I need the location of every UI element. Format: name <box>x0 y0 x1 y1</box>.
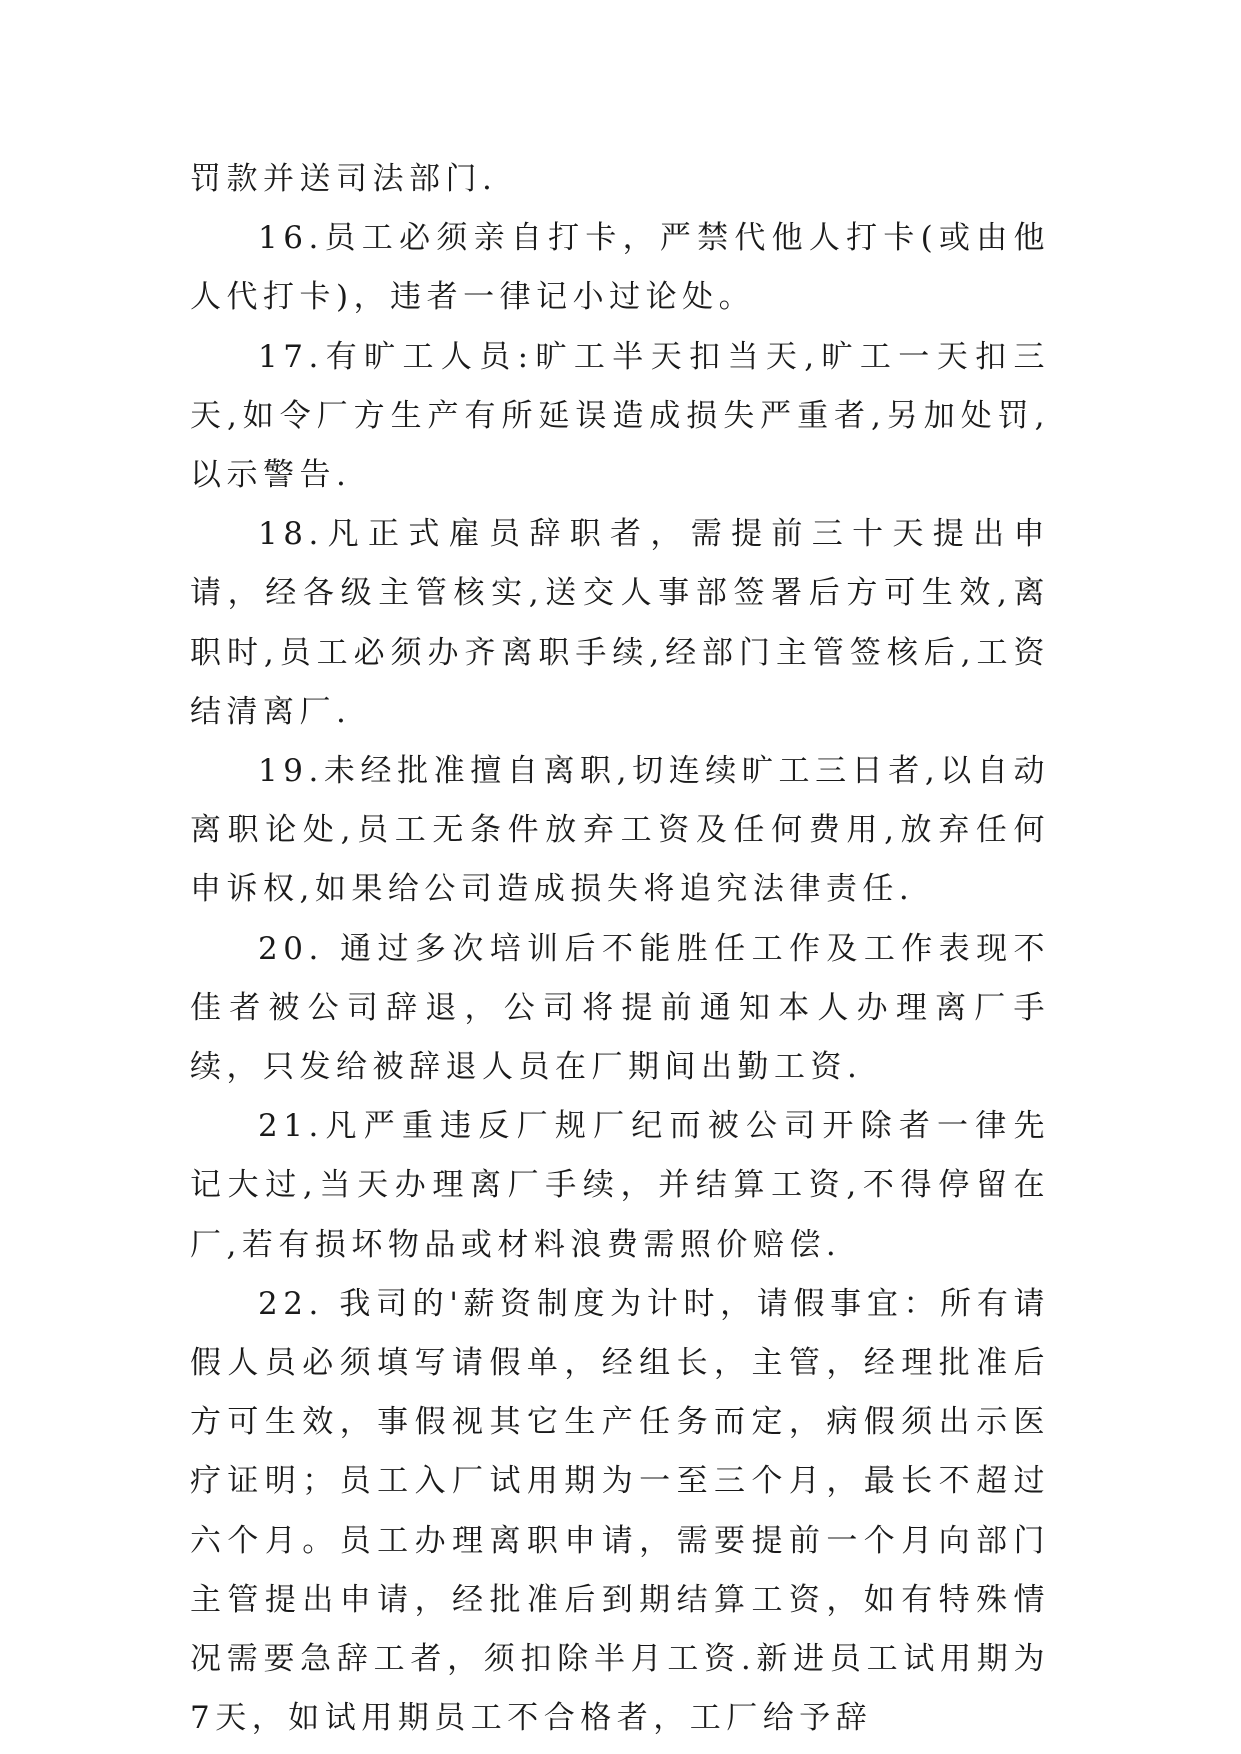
paragraph-rule-18: 18.凡正式雇员辞职者，需提前三十天提出申请，经各级主管核实,送交人事部签署后方可生效,离职时,员工必须办齐离职手续,经部门主管签核后,工资结清离厂. <box>190 516 1050 730</box>
document-body <box>190 150 1050 1748</box>
paragraph-rule-16: 16.员工必须亲自打卡，严禁代他人打卡(或由他人代打卡)，违者一律记小过论处。 <box>190 220 1050 316</box>
paragraph-rule-22: 22. 我司的'薪资制度为计时，请假事宜：所有请假人员必须填写请假单，经组长，主管，经理批准后方可生效，事假视其它生产任务而定，病假须出示医疗证明；员工入厂试用期为一至三个月，最长不超过六个月。员工办理离职申请，需要提前一个月向部门主管提出申请，经批准后到期结算工资，如有特殊情况需要急辞工者，须扣除半月工资.新进员工试用期为7天，如试用期员工不合格者，工厂给予辞 <box>190 1285 1050 1737</box>
paragraph-rule-19: 19.未经批准擅自离职,切连续旷工三日者,以自动离职论处,员工无条件放弃工资及任何费用,放弃任何申诉权,如果给公司造成损失将追究法律责任. <box>190 753 1050 908</box>
paragraph-rule-17: 17.有旷工人员:旷工半天扣当天,旷工一天扣三天,如令厂方生产有所延误造成损失严重者,另加处罚,以示警告. <box>190 338 1050 494</box>
paragraph-rule-20: 20. 通过多次培训后不能胜任工作及工作表现不佳者被公司辞退，公司将提前通知本人办理离厂手续，只发给被辞退人员在厂期间出勤工资. <box>190 930 1050 1086</box>
paragraph-rule-21: 21.凡严重违反厂规厂纪而被公司开除者一律先记大过,当天办理离厂手续，并结算工资,不得停留在厂,若有损坏物品或材料浪费需照价赔偿. <box>190 1108 1050 1263</box>
paragraph-continuation: 罚款并送司法部门. <box>190 161 498 197</box>
